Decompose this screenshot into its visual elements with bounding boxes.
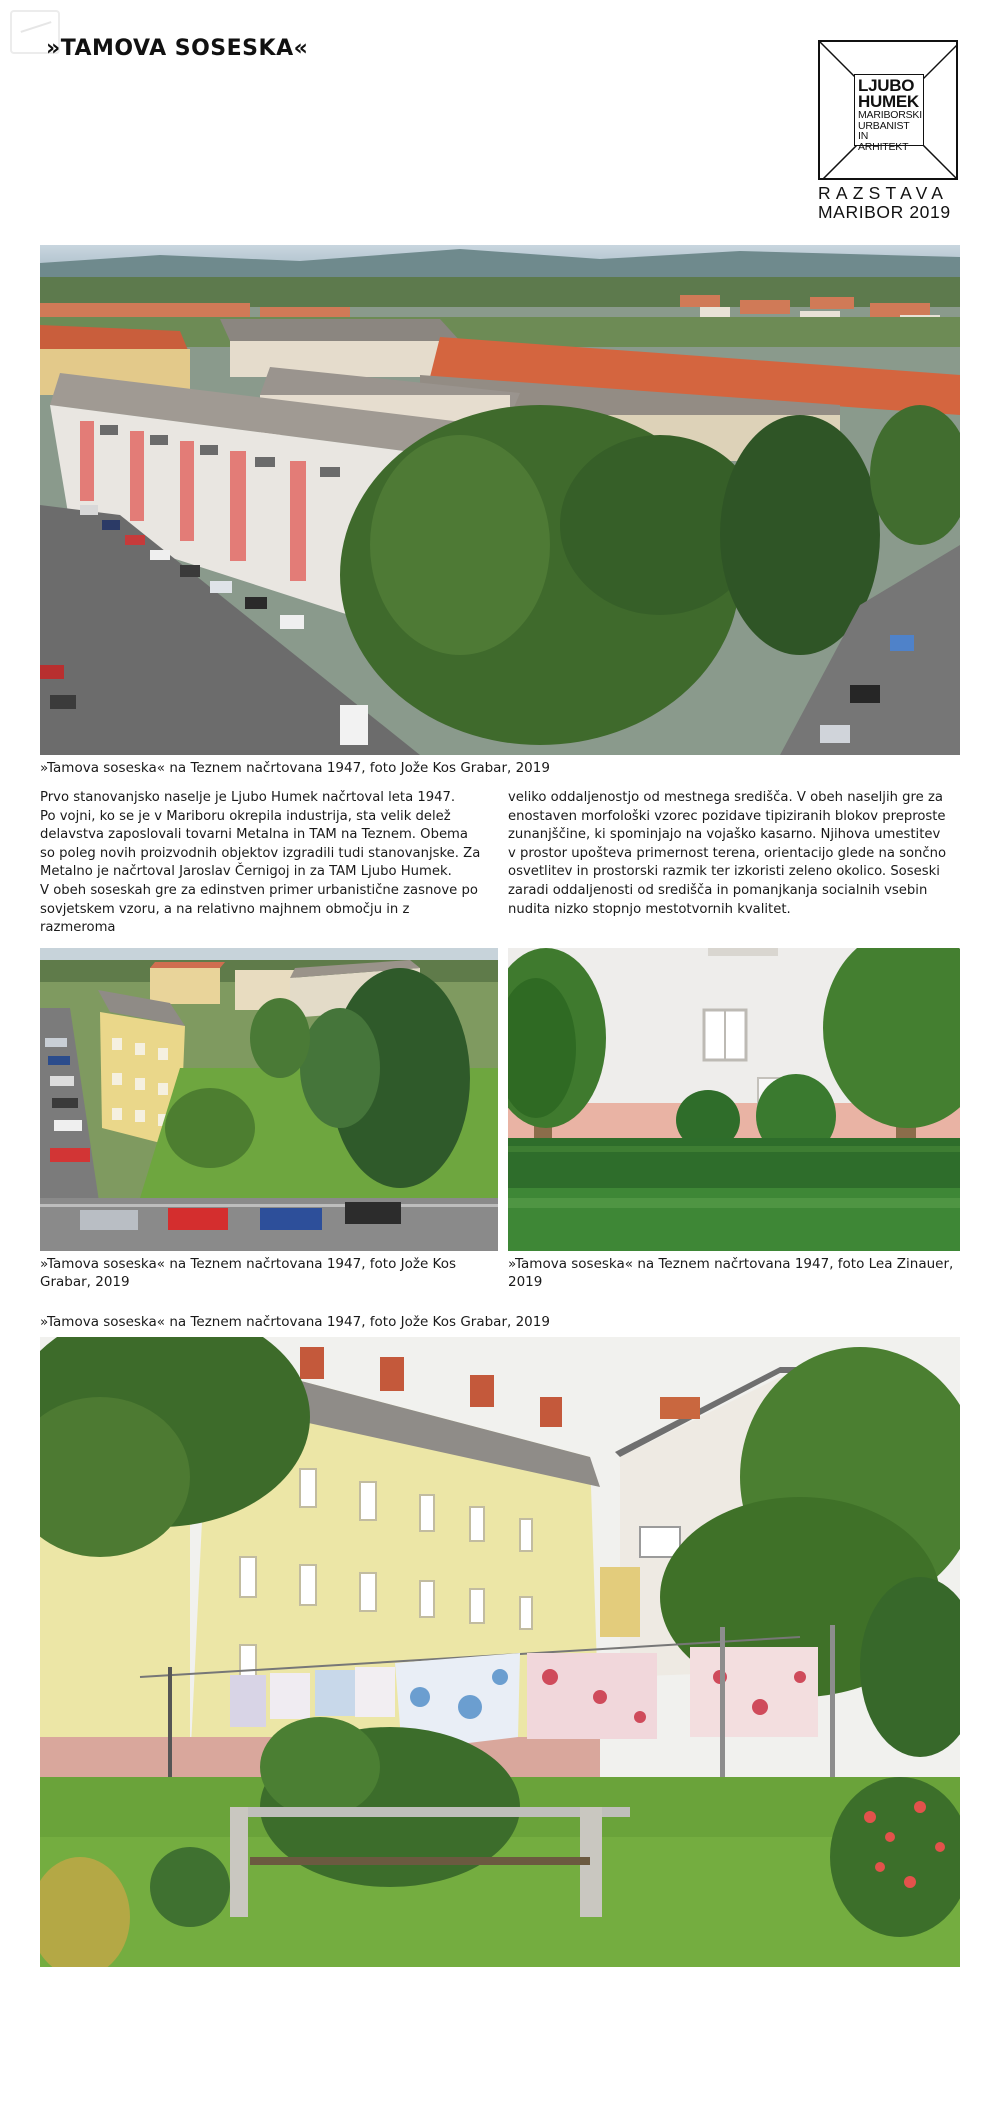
logo-name-line2: HUMEK xyxy=(858,92,919,111)
courtyard-caption: »Tamova soseska« na Teznem načrtovana 1947, foto Jože Kos Grabar, 2019 xyxy=(40,1314,550,1330)
logo-name-line1: LJUBO xyxy=(858,76,915,95)
logo-sub-line1: MARIBORSKI xyxy=(858,109,922,121)
logo-event-line1: RAZSTAVA xyxy=(818,183,949,203)
intro-text-left xyxy=(40,789,488,938)
text-line: sovjetskem vzoru, a na relativno majhnem območju in z razmeroma xyxy=(40,901,410,936)
block-view-caption: »Tamova soseska« na Teznem načrtovana 1947, foto Jože Kos Grabar, 2019 xyxy=(40,1256,457,1290)
text-line: enostaven morfološki vzorec pozidave tipiziranih blokov preproste xyxy=(508,808,946,824)
logo-event-label xyxy=(818,184,958,222)
logo-nameplate xyxy=(854,74,924,153)
text-line: so poleg novih proizvodnih objektov izgradili tudi stanovanjske. Za xyxy=(40,845,481,861)
text-line: zaradi oddaljenosti od središča in pomanjkanja socialnih vsebin xyxy=(508,882,928,898)
intro-text-right xyxy=(508,789,956,919)
block-view-photo xyxy=(40,948,498,1251)
text-line: veliko oddaljenostjo od mestnega središča. V obeh naseljih gre za xyxy=(508,790,943,805)
text-line: Metalno je načrtoval Jaroslav Černigoj in za TAM Ljubo Humek. xyxy=(40,864,452,880)
text-line: osvetlitev in prostorski razmik ter izkoristi zeleno okolico. Soseski xyxy=(508,864,940,880)
text-line: Po vojni, ko se je v Mariboru okrepila industrija, sta velik delež xyxy=(40,808,451,824)
aerial-photo xyxy=(40,245,960,755)
aerial-photo-caption: »Tamova soseska« na Teznem načrtovana 1947, foto Jože Kos Grabar, 2019 xyxy=(40,760,550,776)
exhibition-logo xyxy=(818,40,958,180)
garden-hedge-caption: »Tamova soseska« na Teznem načrtovana 1947, foto Lea Zinauer, 2019 xyxy=(508,1256,954,1290)
text-line: Prvo stanovanjsko naselje je Ljubo Humek načrtoval leta 1947. xyxy=(40,790,456,805)
text-line: delavstva zaposlovali tovarni Metalna in TAM na Teznem. Obema xyxy=(40,827,468,843)
logo-sub-line2: URBANIST xyxy=(858,119,910,132)
logo-event-line2: MARIBOR 2019 xyxy=(818,202,951,222)
text-line: nudita nizko stopnjo mestotvornih kvalitet. xyxy=(508,901,791,917)
page-title: »TAMOVA SOSESKA« xyxy=(46,36,309,61)
text-line: V obeh soseskah gre za edinstven primer urbanistične zasnove po xyxy=(40,882,478,898)
logo-sub-line3: IN ARHITEKT xyxy=(858,130,909,153)
text-line: v prostor upošteva primernost terena, orientacijo glede na sončno xyxy=(508,845,947,861)
courtyard-photo xyxy=(40,1337,960,1967)
garden-hedge-photo xyxy=(508,948,960,1251)
text-line: zunanjščine, ki spominjajo na vojaško kasarno. Njihova umestitev xyxy=(508,827,941,843)
